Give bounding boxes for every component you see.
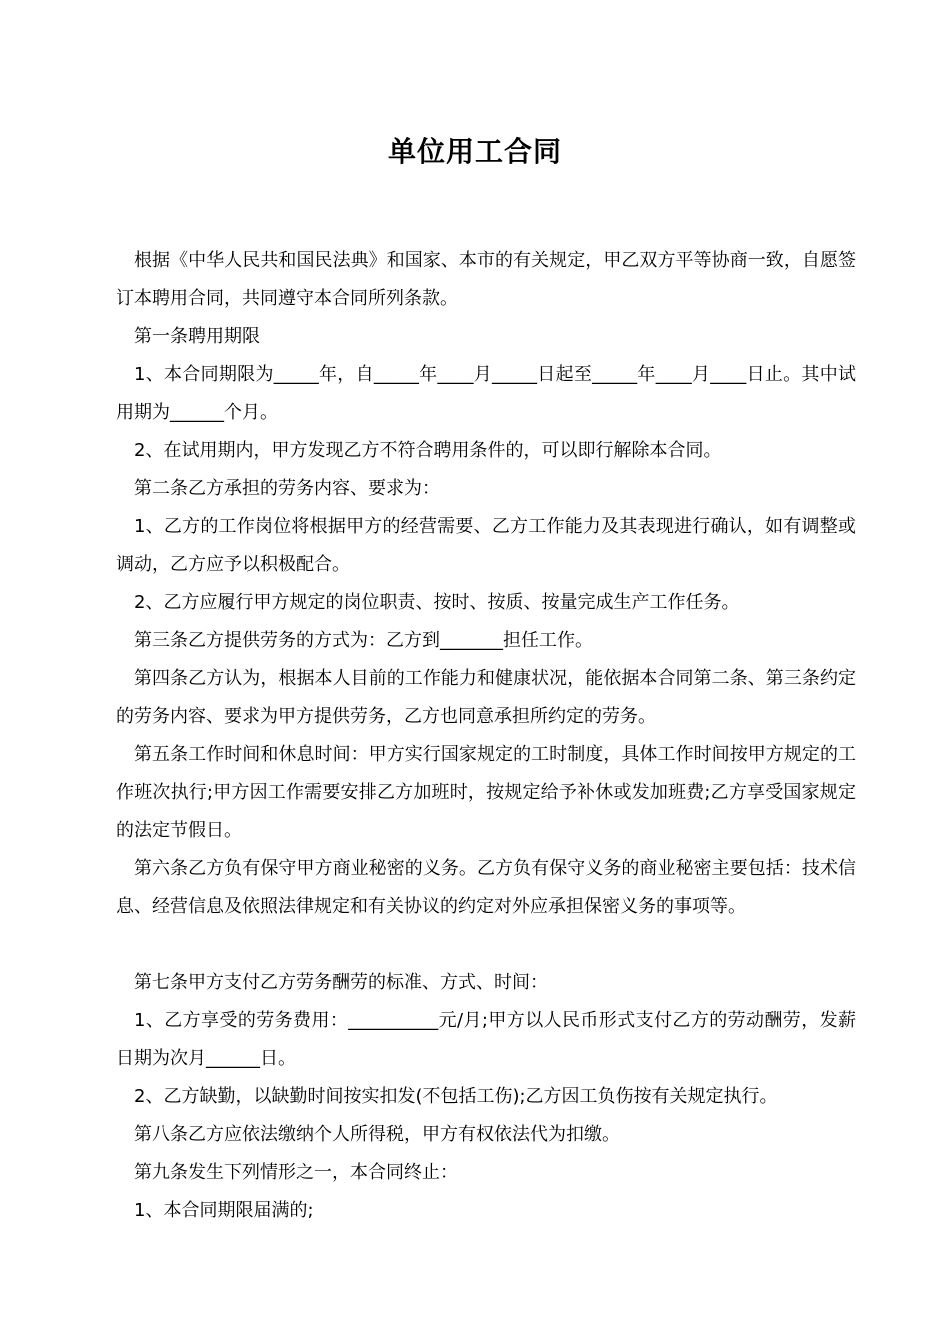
paragraph-article-4: 第四条乙方认为，根据本人目前的工作能力和健康状况，能依据本合同第二条、第三条约定的劳务内容、要求为甲方提供劳务，乙方也同意承担所约定的劳务。 xyxy=(116,668,856,727)
paragraph-spacer xyxy=(116,926,856,964)
paragraph-article-1-item-2: 2、在试用期内，甲方发现乙方不符合聘用条件的，可以即行解除本合同。 xyxy=(134,440,722,461)
paragraph-article-9-heading: 第九条发生下列情形之一，本合同终止： xyxy=(134,1162,458,1183)
paragraph-article-9-item-1: 1、本合同期限届满的; xyxy=(134,1200,314,1221)
paragraph-article-1-heading: 第一条聘用期限 xyxy=(134,326,260,347)
paragraph-article-2-item-1: 1、乙方的工作岗位将根据甲方的经营需要、乙方工作能力及其表现进行确认，如有调整或调动，乙方应予以积极配合。 xyxy=(116,516,856,575)
paragraph-article-1-item-1: 1、本合同期限为_____年，自_____年____月_____日起至_____年____月____日止。其中试用期为______个月。 xyxy=(116,364,856,423)
paragraph-article-2-heading: 第二条乙方承担的劳务内容、要求为： xyxy=(134,478,440,499)
paragraph-article-7-item-1: 1、乙方享受的劳务费用：__________元/月;甲方以人民币形式支付乙方的劳动酬劳，发薪日期为次月______日。 xyxy=(116,1010,856,1069)
paragraph-article-5: 第五条工作时间和休息时间：甲方实行国家规定的工时制度，具体工作时间按甲方规定的工作班次执行;甲方因工作需要安排乙方加班时，按规定给予补休或发加班费;乙方享受国家规定的法定节假日。 xyxy=(116,744,856,841)
paragraph-article-7-heading: 第七条甲方支付乙方劳务酬劳的标准、方式、时间： xyxy=(134,972,548,993)
document-body xyxy=(116,242,856,1230)
paragraph-article-7-item-2: 2、乙方缺勤，以缺勤时间按实扣发(不包括工伤);乙方因工负伤按有关规定执行。 xyxy=(134,1086,778,1107)
paragraph-article-6: 第六条乙方负有保守甲方商业秘密的义务。乙方负有保守义务的商业秘密主要包括：技术信息、经营信息及依照法律规定和有关协议的约定对外应承担保密义务的事项等。 xyxy=(116,858,856,917)
paragraph-preamble: 根据《中华人民共和国民法典》和国家、本市的有关规定，甲乙双方平等协商一致，自愿签订本聘用合同，共同遵守本合同所列条款。 xyxy=(116,250,856,309)
document-title: 单位用工合同 xyxy=(387,135,562,168)
paragraph-article-2-item-2: 2、乙方应履行甲方规定的岗位职责、按时、按质、按量完成生产工作任务。 xyxy=(134,592,740,613)
paragraph-article-8: 第八条乙方应依法缴纳个人所得税，甲方有权依法代为扣缴。 xyxy=(134,1124,620,1145)
paragraph-article-3: 第三条乙方提供劳务的方式为：乙方到_______担任工作。 xyxy=(134,630,593,651)
